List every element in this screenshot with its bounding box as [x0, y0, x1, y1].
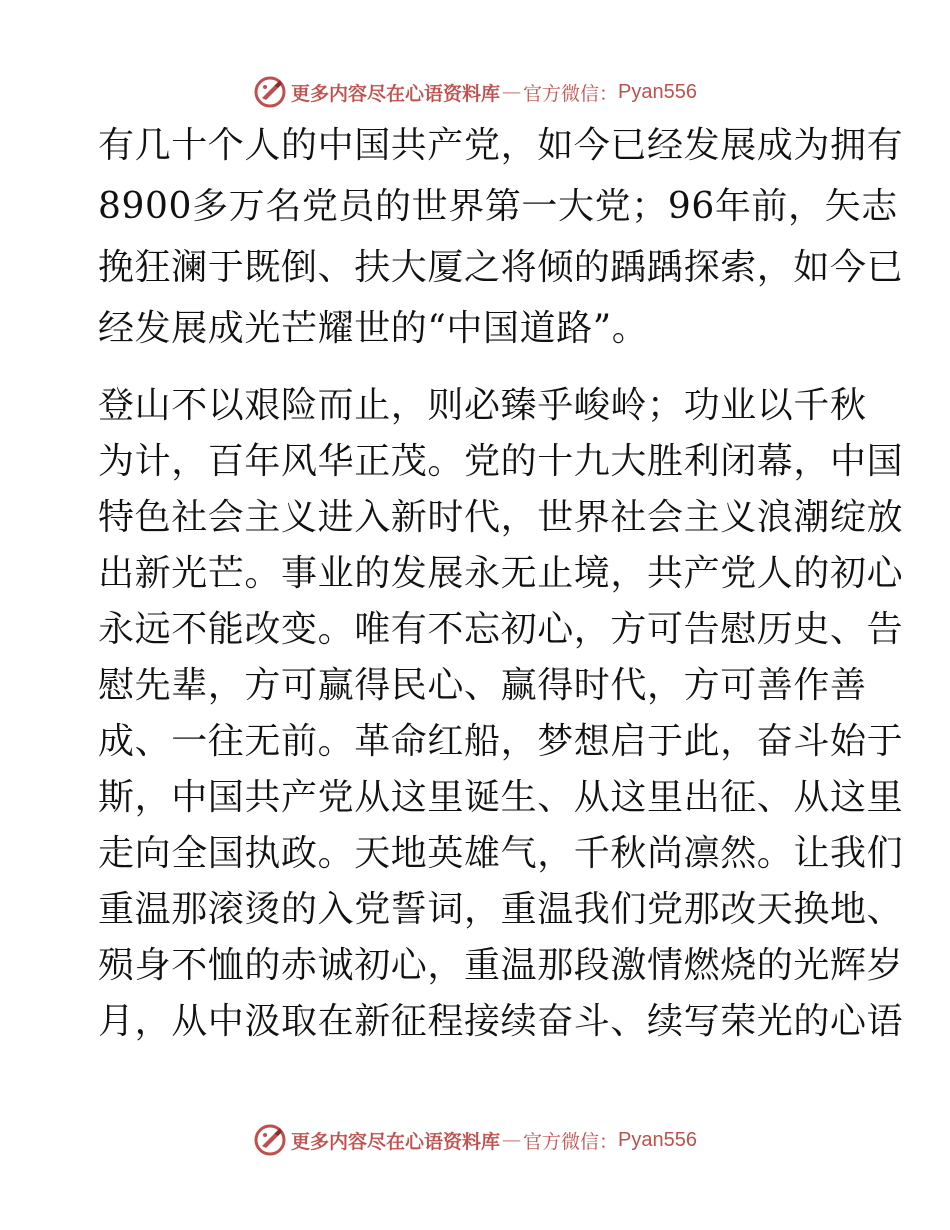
banner-text: 更多内容尽在心语资料库 — [291, 1130, 501, 1153]
header-banner — [0, 72, 950, 112]
text-line: 慰先辈，方可赢得民心、赢得时代，方可善作善 — [98, 665, 867, 706]
text-line: 斯，中国共产党从这里诞生、从这里出征、从这里 — [98, 777, 904, 818]
text-line: 登山不以艰险而止，则必臻乎峻岭；功业以千秋 — [98, 385, 867, 426]
text-line: 重温那滚烫的入党誓词，重温我们党那改天换地、 — [98, 889, 904, 930]
text-line: 挽狂澜于既倒、扶大厦之将倾的踽踽探索，如今已 — [98, 247, 904, 288]
text-line: 走向全国执政。天地英雄气，千秋尚凛然。让我们 — [98, 833, 904, 874]
paragraph-1 — [98, 125, 904, 349]
wechat-label: 官方微信： — [523, 82, 619, 105]
text-line: 殒身不恤的赤诚初心，重温那段激情燃烧的光辉岁 — [98, 945, 904, 986]
logo-icon — [253, 1123, 287, 1157]
text-line: 为计，百年风华正茂。党的十九大胜利闭幕，中国 — [98, 441, 904, 482]
text-line: 永远不能改变。唯有不忘初心，方可告慰历史、告 — [98, 609, 904, 650]
text-line: 成、一往无前。革命红船，梦想启于此，奋斗始于 — [98, 721, 904, 762]
wechat-id: Pyan556 — [618, 1128, 697, 1151]
text-line: 有几十个人的中国共产党，如今已经发展成为拥有 — [98, 125, 904, 166]
banner-text: 更多内容尽在心语资料库 — [291, 82, 501, 105]
text-line: 经发展成光芒耀世的“中国道路”。 — [98, 308, 649, 349]
wechat-id: Pyan556 — [618, 80, 697, 103]
banner-separator: — — [502, 81, 522, 103]
text-line: 出新光芒。事业的发展永无止境，共产党人的初心 — [98, 553, 904, 594]
text-line: 月，从中汲取在新征程接续奋斗、续写荣光的心语 — [98, 1001, 904, 1042]
banner-separator: — — [502, 1129, 522, 1151]
text-line: 特色社会主义进入新时代，世界社会主义浪潮绽放 — [98, 497, 904, 538]
document-body — [98, 120, 904, 1042]
logo-icon — [253, 75, 287, 109]
wechat-label: 官方微信： — [523, 1130, 619, 1153]
footer-banner — [0, 1120, 950, 1160]
text-line: 8900多万名党员的世界第一大党；96年前，矢志 — [98, 186, 898, 227]
paragraph-2 — [98, 385, 904, 1042]
